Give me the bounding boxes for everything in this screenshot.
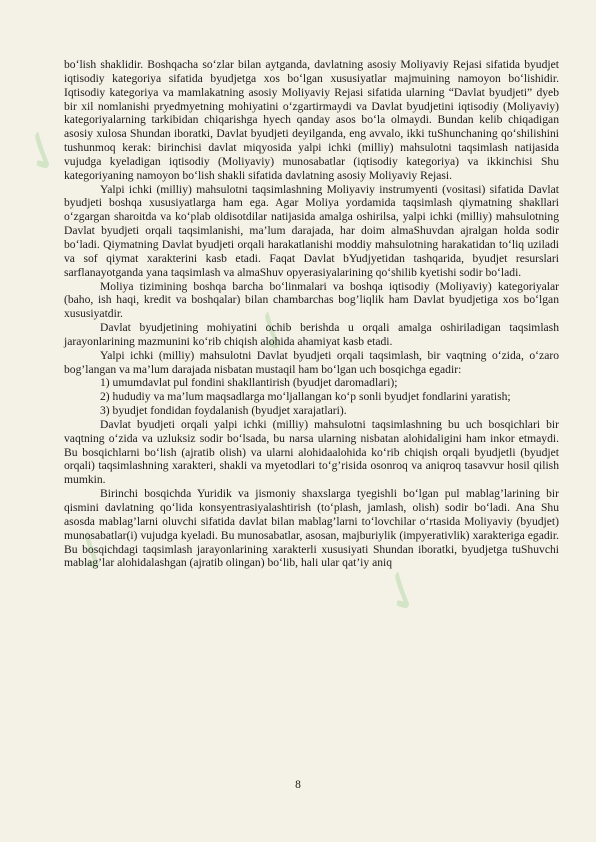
paragraph: Moliya tizimining boshqa barcha bo‘linmalari va boshqa iqtisodiy (Moliyaviy) kategoriyalar (baho, ish haqi, kredit va boshqalar) bilan chambarchas bog’liqlik ham Davlat byudjetiga xos bo‘lgan xususiyatdir.: [64, 279, 559, 321]
paragraph: Birinchi bosqichda Yuridik va jismoniy shaxslarga tyegishli bo‘lgan pul mablag’larining bir qismini davlatning qo‘lida konsyentrasiyalashtirish (to‘plash, jamlash, olish) sodir bo‘ladi. Ana Shu asosda mablag’larni oluvchi sifatida davlat bilan mablag’larni to‘lovchilar o‘rtasida Moliyaviy (byudjet) munosabatlar(i) vujudga kyeladi. Bu munosabatlar, asosan, majburiylik (impyerativlik) xarakteriga egadir. Bu bosqichdagi taqsimlash jarayonlarining xarakterli xususiyati Shundan iboratki, byudjetga tuShuvchi mablag’lar alohidalashgan (ajratib olingan) bo‘lib, hali ular qat’iy aniq: [64, 487, 559, 570]
list-item: 3) byudjet fondidan foydalanish (byudjet xarajatlari).: [100, 404, 347, 418]
paragraph: Yalpi ichki (milliy) mahsulotni Davlat byudjeti orqali taqsimlash, bir vaqtning o‘zida, o‘zaro bog’langan va ma’lum darajada nisbatan mustaqil ham bo‘lgan uch bosqichga egadir:: [64, 348, 559, 376]
watermark: ✓: [233, 294, 312, 369]
body-text: [64, 58, 559, 570]
paragraph: bo‘lish shaklidir. Boshqacha so‘zlar bilan aytganda, davlatning asosiy Moliyaviy Rejasi sifatida byudjet iqtisodiy kategoriya sifatida byudjetga xos bo‘lgan xususiyatlar majmuining namoyon bo‘lishidir. Iqtisodiy kategoriya va mamlakatning asosiy Moliyaviy Rejasi sifatida ularning “Davlat byudjeti” dyeb bir xil nomlanishi pryedmyetning mohiyatini o‘zgartirmaydi va Davlat byudjetini iqtisodiy (Moliyaviy) kategoriyalarning tarkibidan chiqarishga hyech qanday asos bo‘la olmaydi. Bundan kelib chiqadigan asosiy xulosa Shundan iboratki, Davlat byudjeti deyilganda, eng avvalo, ikki tuShunchaning qo‘shilishini tushunmoq kerak: birinchisi davlat miqyosida yalpi ichki (milliy) mahsulotni taqsimlash natijasida vujudga kyeladigan iqtisodiy (Moliyaviy) munosabatlar (iqtisodiy kategoriya) va ikkinchisi Shu kategoriyaning namoyon bo‘lish shakli sifatida davlatning asosiy Moliyaviy Rejasi.: [64, 58, 559, 182]
watermark: ✓: [53, 514, 132, 589]
watermark: ✓: [3, 114, 82, 189]
paragraph: Davlat byudjetining mohiyatini ochib berishda u orqali amalga oshiriladigan taqsimlash jarayonlarining mazmunini ko‘rib chiqish alohida ahamiyat kasb etadi.: [64, 321, 559, 348]
list-item: 2) hududiy va ma’lum maqsadlarga mo‘ljallangan ko‘p sonli byudjet fondlarini yaratish;: [100, 390, 511, 404]
watermark: ✓: [363, 554, 442, 629]
page-number: 8: [295, 779, 301, 791]
list-item: 1) umumdavlat pul fondini shakllantirish (byudjet daromadlari);: [100, 376, 398, 390]
paragraph: Davlat byudjeti orqali yalpi ichki (milliy) mahsulotni taqsimlashning bu uch bosqichlari bir vaqtning o‘zida va uzluksiz sodir bo‘lsada, bu narsa ularning nisbatan alohidaligini ham inkor etmaydi. Bu bosqichlarni bo‘lish (ajratib olish) va ularni alohidaalohida ko‘rib chiqish orqali byudjetli (byudjet orqali) taqsimlashning xarakteri, shakli va myetodlari to‘g’risida osonroq va aniqroq tasavvur hosil qilish mumkin.: [64, 417, 559, 487]
paragraph: Yalpi ichki (milliy) mahsulotni taqsimlashning Moliyaviy instrumyenti (vositasi) sifatida Davlat byudjeti boshqa xususiyatlarga ham ega. Agar Moliya yordamida taqsimlash qiymatning shakllari o‘zgargan sharoitda va ko‘plab oldisotdilar natijasida amalga oshirilsa, yalpi ichki (milliy) mahsulotning Davlat byudjeti orqali taqsimlanishi, ma’lum darajada, har doim almaShuvdan ajralgan holda sodir bo‘ladi. Qiymatning Davlat byudjeti orqali harakatlanishi moddiy mahsulotning harakatidan to‘liq uziladi va sof qiymat xarakterini kasb etadi. Faqat Davlat bYudjyetidan tashqarida, byudjet resurslari sarflanayotganda yana taqsimlash va almaShuv opyerasiyalarining qo‘shilib kyetishi sodir bo‘ladi.: [64, 182, 559, 279]
